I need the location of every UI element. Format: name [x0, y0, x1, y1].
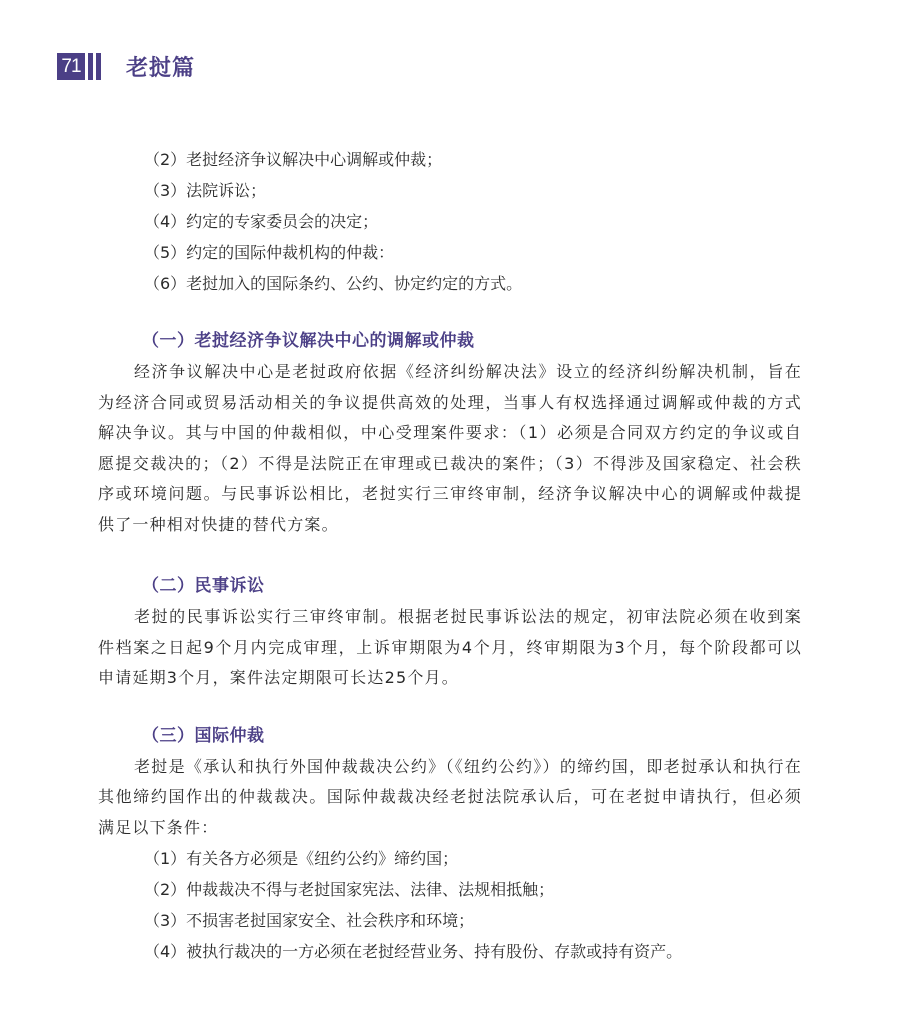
- chapter-title: 老挝篇: [126, 55, 196, 81]
- page-number: 71: [57, 53, 85, 80]
- header-decoration: [88, 53, 104, 80]
- conditions-list: [98, 843, 802, 967]
- intro-list: [98, 144, 802, 299]
- section-mediation: [98, 325, 802, 540]
- list-item: （6）老挝加入的国际条约、公约、协定约定的方式。: [144, 274, 523, 293]
- list-item: （2）老挝经济争议解决中心调解或仲裁；: [144, 150, 443, 169]
- list-item: （1）有关各方必须是《纽约公约》缔约国；: [144, 849, 459, 868]
- page-header: [57, 51, 195, 81]
- decoration-bar: [88, 53, 93, 80]
- section-international-arbitration: [98, 720, 802, 968]
- list-item: （4）约定的专家委员会的决定；: [144, 212, 379, 231]
- page-content: [98, 144, 802, 967]
- section-heading: （二）民事诉讼: [142, 576, 265, 596]
- section-paragraph: 经济争议解决中心是老挝政府依据《经济纠纷解决法》设立的经济纠纷解决机制，旨在为经济合同或贸易活动相关的争议提供高效的处理，当事人有权选择通过调解或仲裁的方式解决争议。其与中国的仲裁相似，中心受理案件要求：（1）必须是合同双方约定的争议或自愿提交裁决的；（2）不得是法院正在审理或已裁决的案件；（3）不得涉及国家稳定、社会秩序或环境问题。与民事诉讼相比，老挝实行三审终审制，经济争议解决中心的调解或仲裁提供了一种相对快捷的替代方案。: [98, 362, 802, 534]
- list-item: （3）法院诉讼；: [144, 181, 267, 200]
- section-heading: （一）老挝经济争议解决中心的调解或仲裁: [142, 331, 475, 351]
- section-paragraph: 老挝是《承认和执行外国仲裁裁决公约》（《纽约公约》）的缔约国，即老挝承认和执行在其他缔约国作出的仲裁裁决。国际仲裁裁决经老挝法院承认后，可在老挝申请执行，但必须满足以下条件：: [98, 756, 802, 837]
- section-heading: （三）国际仲裁: [142, 725, 265, 746]
- section-civil-litigation: [98, 570, 802, 694]
- section-paragraph: 老挝的民事诉讼实行三审终审制。根据老挝民事诉讼法的规定，初审法院必须在收到案件档案之日起9个月内完成审理，上诉审期限为4个月，终审期限为3个月，每个阶段都可以申请延期3个月，案件法定期限可长达25个月。: [98, 607, 802, 687]
- list-item: （3）不损害老挝国家安全、社会秩序和环境；: [144, 911, 475, 930]
- list-item: （5）约定的国际仲裁机构的仲裁：: [144, 243, 395, 262]
- list-item: （2）仲裁裁决不得与老挝国家宪法、法律、法规相抵触；: [144, 880, 555, 899]
- decoration-bar: [96, 53, 101, 80]
- list-item: （4）被执行裁决的一方必须在老挝经营业务、持有股份、存款或持有资产。: [144, 942, 683, 961]
